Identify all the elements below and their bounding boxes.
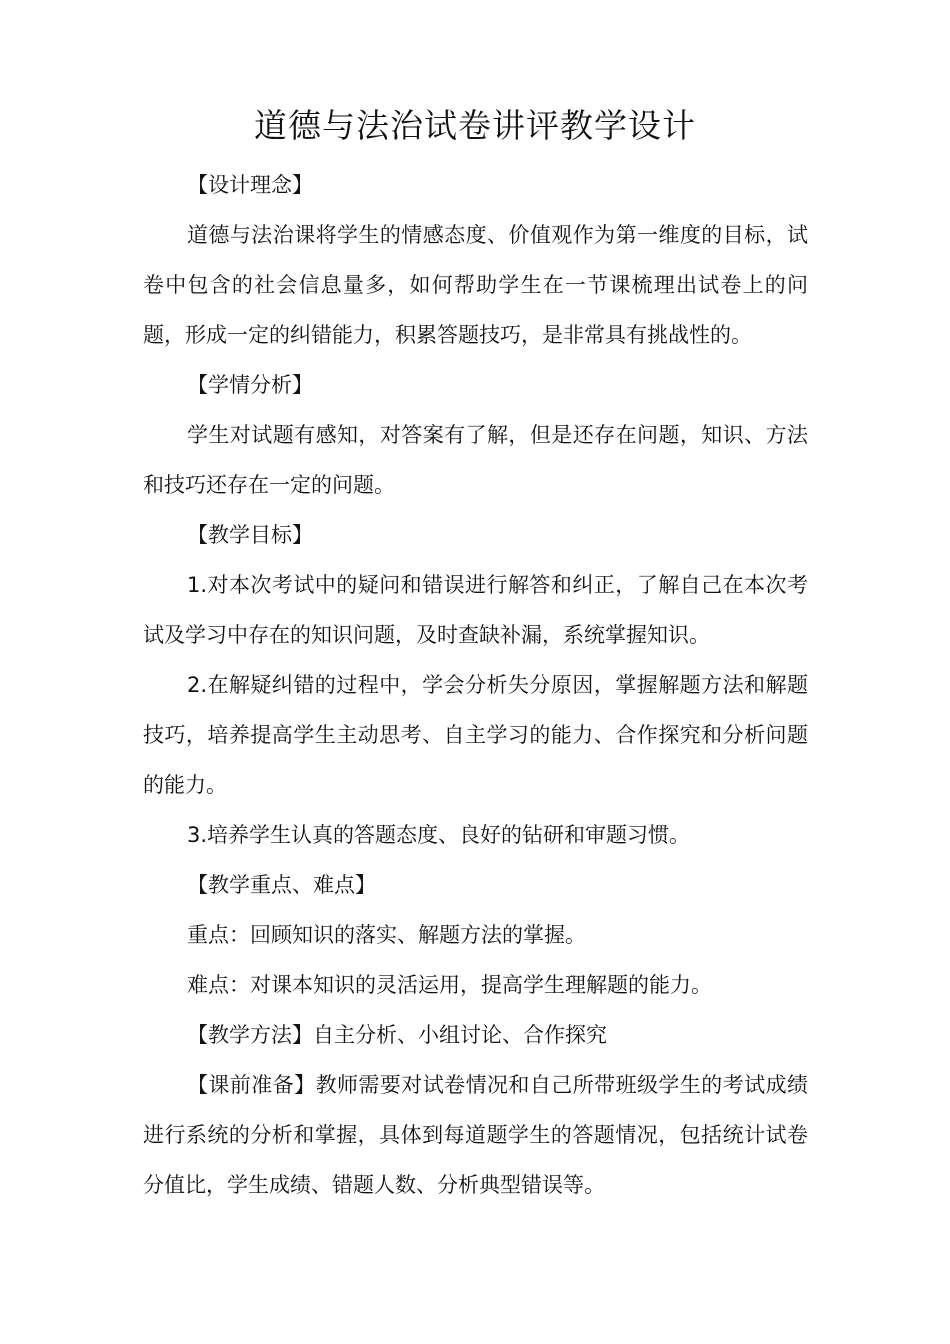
preparation-paragraph — [143, 1060, 808, 1210]
objective-item-3: 3.培养学生认真的答题态度、良好的钻研和审题习惯。 — [187, 823, 691, 847]
difficult-point-paragraph: 难点：对课本知识的灵活运用，提高学生理解题的能力。 — [187, 973, 712, 997]
preparation-text: 教师需要对试卷情况和自己所带班级学生的考试成绩进行系统的分析和掌握，具体到每道题学生的答题情况，包括统计试卷分值比，学生成绩、错题人数、分析典型错误等。 — [143, 1073, 809, 1197]
document-body — [143, 160, 808, 1210]
design-concept-paragraph: 道德与法治课将学生的情感态度、价值观作为第一维度的目标，试卷中包含的社会信息量多，如何帮助学生在一节课梳理出试卷上的问题，形成一定的纠错能力，积累答题技巧，是非常具有挑战性的。 — [143, 223, 808, 347]
design-concept-heading: 【设计理念】 — [187, 173, 313, 197]
learner-analysis-heading: 【学情分析】 — [187, 373, 313, 397]
document-title: 道德与法治试卷讲评教学设计 — [254, 106, 696, 145]
key-point-paragraph: 重点：回顾知识的落实、解题方法的掌握。 — [187, 923, 586, 947]
methods-text: 自主分析、小组讨论、合作探究 — [313, 1023, 607, 1047]
objective-item-2: 2.在解疑纠错的过程中，学会分析失分原因，掌握解题方法和解题技巧，培养提高学生主动思考、自主学习的能力、合作探究和分析问题的能力。 — [143, 673, 808, 797]
key-points-heading: 【教学重点、难点】 — [187, 873, 376, 897]
preparation-heading: 【课前准备】 — [187, 1073, 316, 1097]
learner-analysis-paragraph: 学生对试题有感知，对答案有了解，但是还存在问题，知识、方法和技巧还存在一定的问题。 — [143, 423, 808, 497]
methods-heading: 【教学方法】 — [187, 1023, 313, 1047]
objectives-heading: 【教学目标】 — [187, 523, 313, 547]
methods-paragraph — [143, 1010, 808, 1060]
objective-item-1: 1.对本次考试中的疑问和错误进行解答和纠正，了解自己在本次考试及学习中存在的知识问题，及时查缺补漏，系统掌握知识。 — [143, 573, 808, 647]
